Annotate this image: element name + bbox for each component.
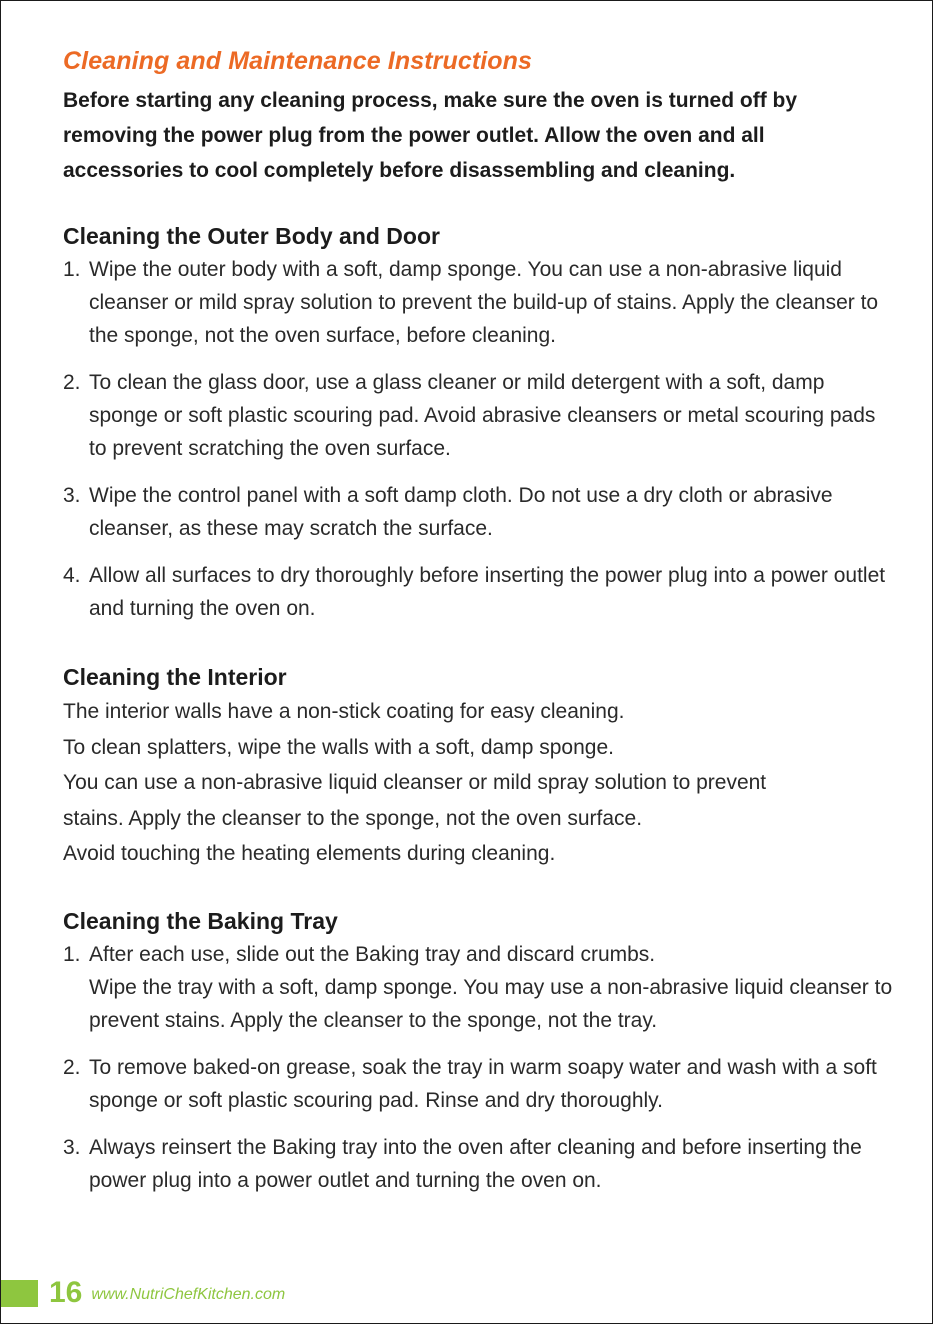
list-item [63,253,893,352]
list-item [63,1131,893,1197]
list-item [63,366,893,465]
footer-accent-bar [1,1280,38,1307]
item-number: 1. [63,942,81,966]
item-number: 3. [63,1135,81,1159]
item-number: 2. [63,1055,81,1079]
paragraph-line: stains. Apply the cleanser to the sponge, not the oven surface. [63,806,643,830]
item-text-block [89,938,893,1037]
item-number: 4. [63,564,81,587]
item-text: After each use, slide out the Baking tray and discard crumbs. [89,942,656,966]
section-heading: Cleaning the Interior [63,664,287,690]
item-text: To remove baked-on grease, soak the tray in warm soapy water and wash with a soft sponge or soft plastic scouring pad. Rinse and dry thoroughly. [89,1055,877,1112]
list-item [63,559,893,625]
list-item [63,938,893,1037]
section-interior [63,662,893,872]
item-text: Wipe the control panel with a soft damp cloth. Do not use a dry cloth or abrasive cleanser, as these may scratch the surface. [89,484,833,540]
item-text: Wipe the tray with a soft, damp sponge. You may use a non-abrasive liquid cleanser to prevent stains. Apply the cleanser to the sponge, not the tray. [89,975,893,1032]
item-number: 2. [63,371,81,394]
paragraph-line: The interior walls have a non-stick coating for easy cleaning. [63,700,625,723]
paragraph-line: Avoid touching the heating elements during cleaning. [63,842,556,865]
page-footer [1,1278,285,1308]
item-text: To clean the glass door, use a glass cleaner or mild detergent with a soft, damp sponge or soft plastic scouring pad. Avoid abrasive cleansers or metal scouring pads to prevent scratching the oven surface. [89,371,876,460]
outer-body-steps [63,253,893,625]
baking-tray-steps [63,938,893,1197]
page-number: 16 [49,1276,83,1309]
section-heading: Cleaning the Baking Tray [63,907,338,934]
list-item [63,1051,893,1117]
intro-warning: Before starting any cleaning process, make sure the oven is turned off by removing the power plug from the power outlet. Allow the oven and all accessories to cool completely before disassembling and cleaning. [63,89,798,182]
page-content [63,43,893,1197]
item-number: 3. [63,484,81,507]
interior-paragraph [63,694,893,872]
section-heading: Cleaning the Outer Body and Door [63,223,440,249]
item-text: Always reinsert the Baking tray into the oven after cleaning and before inserting the power plug into a power outlet and turning the oven on. [89,1135,862,1192]
item-text: Wipe the outer body with a soft, damp sponge. You can use a non-abrasive liquid cleanser or mild spray solution to prevent the build-up of stains. Apply the cleanser to the sponge, not the oven surface, before cleaning. [89,258,879,347]
paragraph-line: You can use a non-abrasive liquid cleanser or mild spray solution to prevent [63,771,767,794]
paragraph-line: To clean splatters, wipe the walls with a soft, damp sponge. [63,735,614,759]
list-item [63,479,893,545]
item-number: 1. [63,258,81,281]
item-text: Allow all surfaces to dry thoroughly before inserting the power plug into a power outlet and turning the oven on. [89,564,886,620]
section-baking-tray [63,906,893,1197]
page-title: Cleaning and Maintenance Instructions [63,47,533,75]
website-link[interactable]: www.NutriChefKitchen.com [91,1285,286,1303]
section-outer-body [63,221,893,625]
